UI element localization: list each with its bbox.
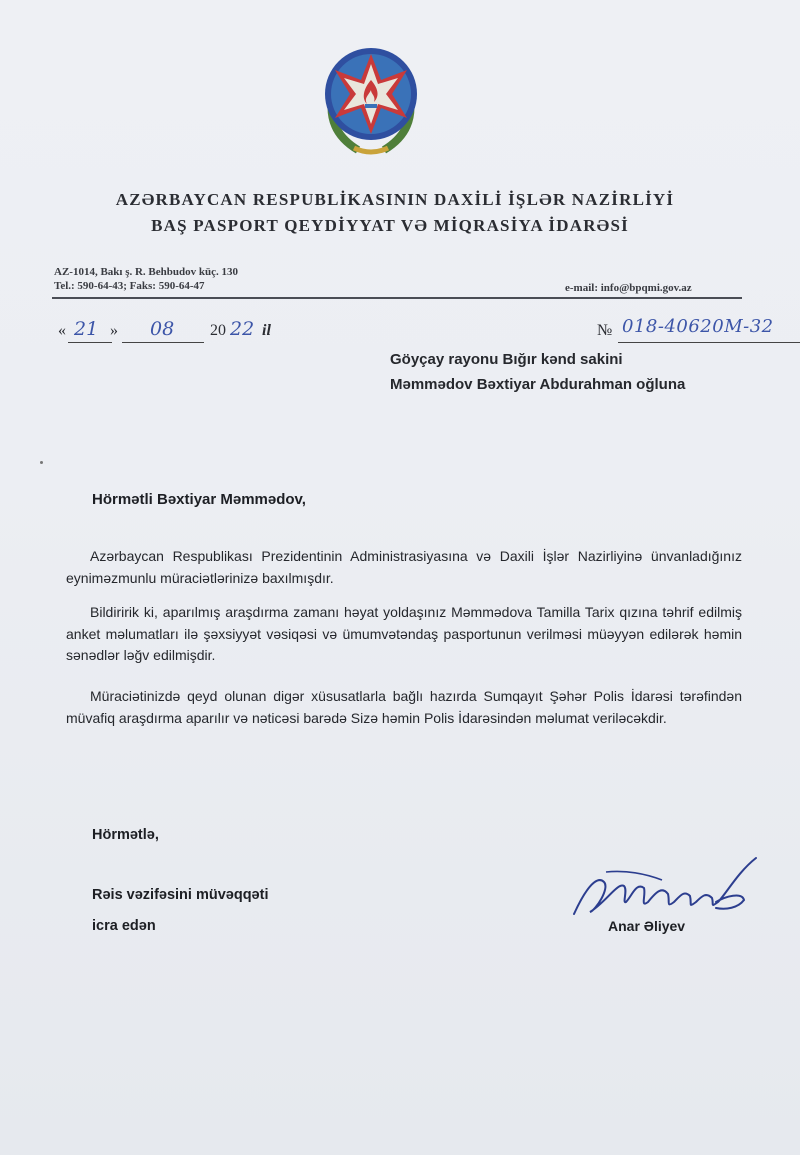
paragraph-2 — [66, 602, 742, 667]
paragraph-3 — [66, 686, 742, 729]
number-underline — [618, 342, 800, 343]
date-close-quote: » — [110, 322, 118, 339]
paragraph-3-text: Müraciətinizdə qeyd olunan digər xüsusatlarla bağlı hazırda Sumqayıt Şəhər Polis İdarəsi tərəfindən müvafiq araşdırma aparılır və nəticəsi barədə Sizə həmin Polis İdarəsindən məlumat veriləcəkdir. — [66, 688, 742, 726]
phone-fax-line: Tel.: 590-64-43; Faks: 590-64-47 — [54, 280, 205, 292]
date-day-underline — [68, 342, 112, 343]
date-year-suffix: 22 — [230, 318, 255, 340]
paragraph-1-text: Azərbaycan Respublikası Prezidentinin Administrasiyasına və Daxili İşlər Nazirliyinə ünvanladığınız eyniməzmunlu müraciətlərinizə baxılmışdır. — [66, 548, 742, 586]
position-line-2: icra edən — [92, 918, 156, 934]
signer-name: Anar Əliyev — [608, 918, 686, 934]
salutation: Hörmətli Bəxtiyar Məmmədov, — [92, 491, 306, 508]
email-line: e-mail: info@bpqmi.gov.az — [565, 282, 692, 294]
header-divider — [52, 297, 742, 299]
date-year-prefix: 20 — [210, 322, 226, 339]
document-number: 018-40620M-32 — [622, 316, 774, 337]
recipient-line-2: Məmmədov Bəxtiyar Abdurahman oğluna — [390, 376, 686, 393]
recipient-line-1: Göyçay rayonu Bığır kənd sakini — [390, 351, 623, 368]
azerbaijan-state-emblem-icon — [318, 40, 424, 158]
address-line: AZ-1014, Bakı ş. R. Behbudov küç. 130 — [54, 266, 238, 278]
closing-phrase: Hörmətlə, — [92, 827, 159, 843]
date-year-word: il — [262, 322, 271, 339]
date-day: 21 — [74, 318, 99, 340]
paragraph-1 — [66, 546, 742, 589]
date-month-underline — [122, 342, 204, 343]
handwritten-signature — [566, 852, 766, 922]
date-open-quote: « — [58, 322, 66, 339]
department-title: BAŞ PASPORT QEYDİYYAT VƏ MİQRASİYA İDARƏSİ — [151, 216, 629, 235]
position-line-1: Rəis vəzifəsini müvəqqəti — [92, 887, 269, 903]
ministry-title: AZƏRBAYCAN RESPUBLİKASININ DAXİLİ İŞLƏR NAZİRLİYİ — [115, 190, 675, 209]
paragraph-2-text: Bildiririk ki, aparılmış araşdırma zamanı həyat yoldaşınız Məmmədova Tamilla Tarix qızına təhrif edilmiş anket məlumatları ilə şəxsiyyət vəsiqəsi və ümumvətəndaş pasportunun verilməsi müəyyən edilərək həmin sənədlər ləğv edilmişdir. — [66, 604, 742, 663]
paper-mark — [40, 461, 43, 464]
number-sign: № — [597, 322, 613, 339]
date-month: 08 — [150, 318, 175, 340]
